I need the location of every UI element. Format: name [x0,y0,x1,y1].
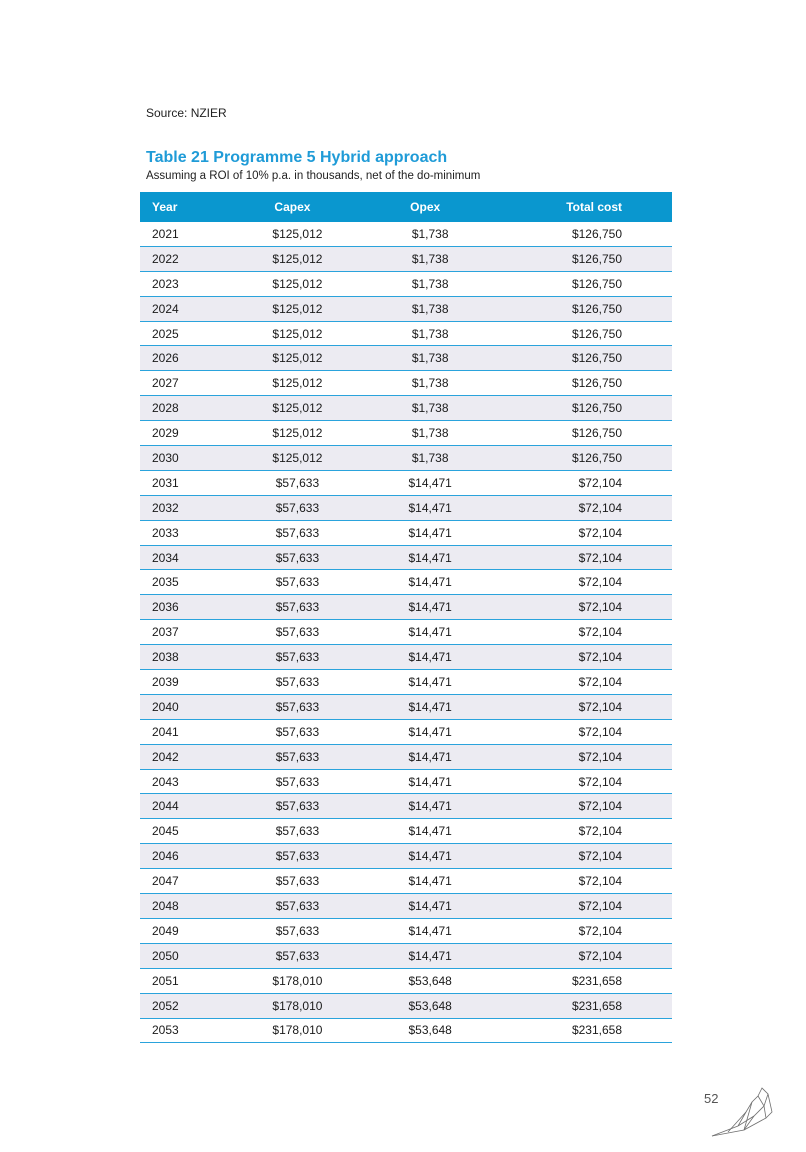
origami-bird-logo-icon [708,1086,774,1140]
cell-total-cost: $72,104 [493,470,672,495]
table-row [140,495,672,520]
cell-total-cost: $72,104 [493,744,672,769]
cell-total-cost: $126,750 [493,222,672,246]
cell-capex: $57,633 [228,495,358,520]
cell-year: 2052 [140,993,228,1018]
cell-capex: $57,633 [228,470,358,495]
cell-year: 2039 [140,670,228,695]
header-row [140,192,672,222]
table-row [140,1018,672,1043]
cell-opex: $14,471 [357,918,493,943]
cell-year: 2051 [140,968,228,993]
table-row [140,918,672,943]
table-row [140,943,672,968]
cell-capex: $125,012 [228,271,358,296]
cell-year: 2045 [140,819,228,844]
cell-capex: $57,633 [228,894,358,919]
source-note: Source: NZIER [146,106,227,120]
cost-table [140,192,672,1043]
cell-capex: $57,633 [228,769,358,794]
cell-opex: $14,471 [357,595,493,620]
cell-total-cost: $126,750 [493,421,672,446]
cell-capex: $125,012 [228,446,358,471]
cell-opex: $14,471 [357,645,493,670]
table-row [140,470,672,495]
cell-opex: $14,471 [357,819,493,844]
cell-total-cost: $231,658 [493,968,672,993]
cell-capex: $57,633 [228,794,358,819]
table-row [140,570,672,595]
header-opex: Opex [357,192,493,222]
cell-year: 2040 [140,694,228,719]
cell-total-cost: $231,658 [493,993,672,1018]
cell-total-cost: $231,658 [493,1018,672,1043]
cell-total-cost: $72,104 [493,495,672,520]
cell-year: 2025 [140,321,228,346]
cell-year: 2038 [140,645,228,670]
table-row [140,694,672,719]
cell-total-cost: $72,104 [493,943,672,968]
cell-year: 2028 [140,396,228,421]
table-row [140,446,672,471]
cell-capex: $57,633 [228,570,358,595]
cell-opex: $14,471 [357,719,493,744]
cell-capex: $125,012 [228,396,358,421]
cell-opex: $1,738 [357,346,493,371]
cell-capex: $57,633 [228,670,358,695]
cell-opex: $14,471 [357,570,493,595]
cell-year: 2050 [140,943,228,968]
cell-opex: $14,471 [357,869,493,894]
table-row [140,246,672,271]
cell-opex: $14,471 [357,894,493,919]
header-year: Year [140,192,228,222]
cell-opex: $14,471 [357,520,493,545]
cell-opex: $14,471 [357,495,493,520]
cell-year: 2044 [140,794,228,819]
cell-opex: $1,738 [357,246,493,271]
cell-total-cost: $72,104 [493,918,672,943]
table-row [140,744,672,769]
table-row [140,719,672,744]
cell-opex: $14,471 [357,620,493,645]
table-row [140,819,672,844]
cell-opex: $1,738 [357,321,493,346]
cell-total-cost: $72,104 [493,769,672,794]
table-row [140,396,672,421]
table-title: Table 21 Programme 5 Hybrid approach [146,149,448,166]
table-row [140,968,672,993]
table-subtitle: Assuming a ROI of 10% p.a. in thousands, net of the do-minimum [146,170,481,182]
header-capex: Capex [228,192,358,222]
cell-year: 2053 [140,1018,228,1043]
cell-total-cost: $72,104 [493,869,672,894]
table-row [140,271,672,296]
cell-total-cost: $72,104 [493,719,672,744]
cell-capex: $125,012 [228,321,358,346]
cell-opex: $53,648 [357,993,493,1018]
cell-year: 2036 [140,595,228,620]
cell-opex: $53,648 [357,968,493,993]
table-row [140,421,672,446]
cell-opex: $1,738 [357,222,493,246]
cell-total-cost: $126,750 [493,321,672,346]
cell-total-cost: $126,750 [493,246,672,271]
cell-opex: $1,738 [357,371,493,396]
table-row [140,620,672,645]
cell-capex: $125,012 [228,222,358,246]
cell-opex: $1,738 [357,446,493,471]
cell-total-cost: $72,104 [493,894,672,919]
cell-year: 2024 [140,296,228,321]
cell-capex: $125,012 [228,421,358,446]
cell-capex: $178,010 [228,993,358,1018]
cell-opex: $14,471 [357,470,493,495]
cell-year: 2027 [140,371,228,396]
table-row [140,321,672,346]
cell-capex: $178,010 [228,968,358,993]
header-total-cost: Total cost [493,192,672,222]
table-row [140,645,672,670]
cell-opex: $14,471 [357,744,493,769]
cell-opex: $1,738 [357,296,493,321]
cell-year: 2047 [140,869,228,894]
cell-year: 2043 [140,769,228,794]
table-row [140,794,672,819]
cell-year: 2021 [140,222,228,246]
cell-year: 2042 [140,744,228,769]
cell-year: 2031 [140,470,228,495]
cell-capex: $57,633 [228,844,358,869]
cell-opex: $14,471 [357,545,493,570]
cell-year: 2026 [140,346,228,371]
cell-total-cost: $126,750 [493,271,672,296]
cell-total-cost: $72,104 [493,794,672,819]
cell-capex: $57,633 [228,744,358,769]
cell-year: 2048 [140,894,228,919]
cell-year: 2022 [140,246,228,271]
cell-total-cost: $126,750 [493,296,672,321]
cell-total-cost: $126,750 [493,346,672,371]
cell-year: 2029 [140,421,228,446]
cell-total-cost: $72,104 [493,819,672,844]
cell-opex: $14,471 [357,844,493,869]
table-row [140,993,672,1018]
table-row [140,769,672,794]
cell-opex: $14,471 [357,694,493,719]
cell-opex: $1,738 [357,396,493,421]
cell-total-cost: $72,104 [493,670,672,695]
cell-capex: $57,633 [228,645,358,670]
cell-year: 2046 [140,844,228,869]
table-row [140,894,672,919]
cell-year: 2041 [140,719,228,744]
cell-year: 2030 [140,446,228,471]
cell-capex: $125,012 [228,371,358,396]
cell-capex: $125,012 [228,246,358,271]
cell-total-cost: $126,750 [493,446,672,471]
cell-year: 2023 [140,271,228,296]
table-row [140,595,672,620]
table-row [140,371,672,396]
cell-opex: $14,471 [357,670,493,695]
cell-capex: $57,633 [228,819,358,844]
cell-capex: $125,012 [228,296,358,321]
cell-opex: $14,471 [357,943,493,968]
cell-capex: $57,633 [228,943,358,968]
cell-total-cost: $72,104 [493,570,672,595]
cell-opex: $14,471 [357,794,493,819]
cell-capex: $57,633 [228,620,358,645]
cell-opex: $1,738 [357,271,493,296]
cell-capex: $57,633 [228,719,358,744]
table-row [140,520,672,545]
table-row [140,545,672,570]
cell-capex: $57,633 [228,595,358,620]
table-row [140,296,672,321]
cell-year: 2035 [140,570,228,595]
table-row [140,670,672,695]
cell-opex: $1,738 [357,421,493,446]
cell-total-cost: $72,104 [493,520,672,545]
cell-total-cost: $126,750 [493,396,672,421]
cell-total-cost: $72,104 [493,595,672,620]
cell-capex: $57,633 [228,520,358,545]
table-body [140,222,672,1043]
cell-capex: $178,010 [228,1018,358,1043]
cell-year: 2037 [140,620,228,645]
table-header [140,192,672,222]
cell-year: 2034 [140,545,228,570]
cell-year: 2033 [140,520,228,545]
cell-capex: $57,633 [228,918,358,943]
cell-total-cost: $72,104 [493,694,672,719]
cell-opex: $14,471 [357,769,493,794]
cell-capex: $57,633 [228,545,358,570]
cell-total-cost: $126,750 [493,371,672,396]
cell-capex: $57,633 [228,694,358,719]
cell-total-cost: $72,104 [493,620,672,645]
table-row [140,869,672,894]
cell-total-cost: $72,104 [493,645,672,670]
table-row [140,222,672,246]
page-number: 52 [704,1091,719,1106]
cell-total-cost: $72,104 [493,545,672,570]
cell-capex: $57,633 [228,869,358,894]
cell-opex: $53,648 [357,1018,493,1043]
table-row [140,346,672,371]
cell-capex: $125,012 [228,346,358,371]
cell-year: 2032 [140,495,228,520]
cell-total-cost: $72,104 [493,844,672,869]
table-row [140,844,672,869]
cell-year: 2049 [140,918,228,943]
